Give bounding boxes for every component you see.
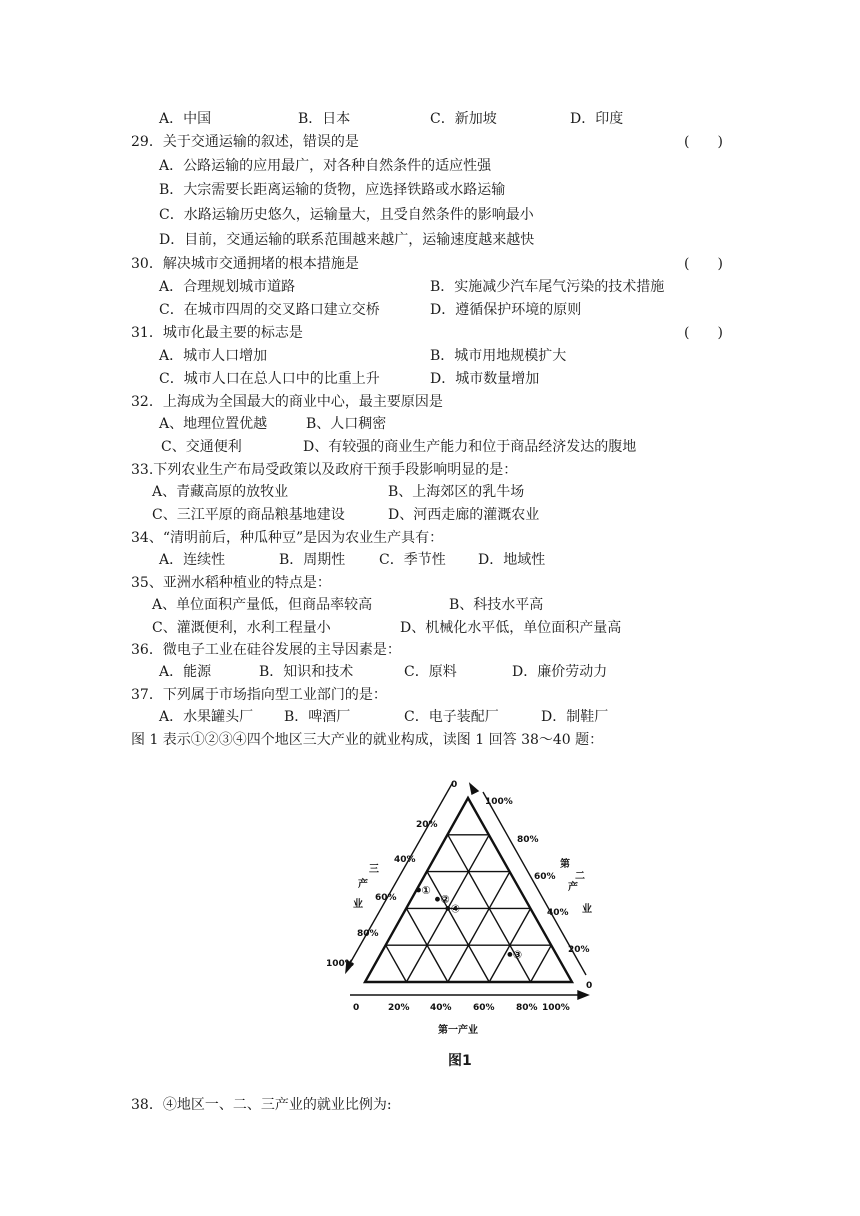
q30-stem: 30．解决城市交通拥堵的根本措施是 xyxy=(131,256,359,272)
q33-stem: 33.下列农业生产布局受政策以及政府干预手段影响明显的是： xyxy=(131,462,518,478)
ternary-points xyxy=(416,884,522,961)
q37-option-b: B．啤酒厂 xyxy=(284,709,351,725)
q35-option-c: C、灌溉便利，水利工程量小 xyxy=(152,620,331,636)
q36-option-c: C．原料 xyxy=(404,664,457,680)
q32-option-d: D、有较强的商业生产能力和位于商品经济发达的腹地 xyxy=(303,439,637,455)
q30-option-a: A．合理规划城市道路 xyxy=(159,279,296,295)
bottom-tick-80: 80% xyxy=(516,1003,538,1013)
q37-stem: 37．下列属于市场指向型工业部门的是： xyxy=(131,687,387,703)
left-tick-0: 0 xyxy=(451,780,458,790)
axis-bottom-label: 第一产业 xyxy=(438,1025,478,1036)
axis-left-label-2: 业 xyxy=(353,899,363,910)
q35-option-d: D、机械化水平低，单位面积产量高 xyxy=(400,620,622,636)
q37-option-d: D．制鞋厂 xyxy=(541,709,609,725)
q31-option-b: B．城市用地规模扩大 xyxy=(430,348,567,364)
q35-option-b: B、科技水平高 xyxy=(449,597,544,613)
ternary-outline xyxy=(365,798,572,982)
bottom-tick-100: 100% xyxy=(542,1003,570,1013)
right-tick-60: 60% xyxy=(534,872,556,882)
q34-option-b: B．周期性 xyxy=(279,552,346,568)
ternary-axis-arrows xyxy=(346,782,588,999)
bottom-tick-20: 20% xyxy=(388,1003,410,1013)
axis-right-label-2: 产 xyxy=(568,882,578,893)
q34-stem: 34、“清明前后，种瓜种豆”是因为农业生产具有： xyxy=(131,530,444,546)
q36-stem: 36．微电子工业在硅谷发展的主导因素是： xyxy=(131,642,401,658)
q33-option-d: D、河西走廊的灌溉农业 xyxy=(388,507,540,523)
q28-option-c: C．新加坡 xyxy=(430,111,497,127)
q28-option-d: D．印度 xyxy=(570,111,624,127)
q28-option-a: A．中国 xyxy=(159,111,212,127)
axis-right-label-3: 业 xyxy=(582,904,592,915)
q37-option-a: A．水果罐头厂 xyxy=(159,709,254,725)
ternary-diagram xyxy=(320,770,610,1036)
bottom-tick-40: 40% xyxy=(430,1003,452,1013)
q28-option-b: B．日本 xyxy=(298,111,351,127)
axis-left-label-1: 产 xyxy=(358,879,368,890)
ternary-point-label-1: ① xyxy=(421,884,431,897)
q36-option-a: A．能源 xyxy=(159,664,212,680)
q32-stem: 32．上海成为全国最大的商业中心，最主要原因是 xyxy=(131,394,443,410)
q34-option-c: C．季节性 xyxy=(379,552,446,568)
left-tick-80: 80% xyxy=(357,929,379,939)
q32-option-c: C、交通便利 xyxy=(161,439,242,455)
q31-stem: 31．城市化最主要的标志是 xyxy=(131,325,303,341)
q31-option-a: A．城市人口增加 xyxy=(159,348,268,364)
q31-option-d: D．城市数量增加 xyxy=(430,371,540,387)
bottom-tick-60: 60% xyxy=(473,1003,495,1013)
q29-stem: 29．关于交通运输的叙述，错误的是 xyxy=(131,134,359,150)
q29-answer-paren: ( ) xyxy=(684,134,723,150)
q33-option-c: C、三江平原的商品粮基地建设 xyxy=(152,507,345,523)
q36-option-b: B．知识和技术 xyxy=(259,664,354,680)
q35-stem: 35、亚洲水稻种植业的特点是： xyxy=(131,575,331,591)
ternary-point-label-4: ④ xyxy=(450,902,461,916)
q37-option-c: C．电子装配厂 xyxy=(404,709,499,725)
q29-option-b: B．大宗需要长距离运输的货物，应选择铁路或水路运输 xyxy=(159,182,506,198)
left-tick-60: 60% xyxy=(375,893,397,903)
q31-answer-paren: ( ) xyxy=(684,325,723,341)
q30-option-d: D．遵循保护环境的原则 xyxy=(430,302,582,318)
left-tick-40: 40% xyxy=(394,855,416,865)
right-tick-80: 80% xyxy=(517,835,539,845)
figure-caption: 图1 xyxy=(448,1053,472,1069)
q34-option-d: D．地域性 xyxy=(478,552,546,568)
right-tick-40: 40% xyxy=(547,908,569,918)
left-tick-100: 100% xyxy=(326,959,354,969)
ternary-point-3 xyxy=(508,952,513,957)
axis-right-label-1: 二 xyxy=(575,871,585,882)
ternary-point-label-3: ③ xyxy=(512,948,523,962)
q30-answer-paren: ( ) xyxy=(684,256,723,272)
ternary-point-label-2: ② xyxy=(440,893,450,907)
left-tick-20: 20% xyxy=(416,820,438,830)
q36-option-d: D．廉价劳动力 xyxy=(512,664,608,680)
ternary-point-1 xyxy=(416,888,421,893)
ternary-point-2 xyxy=(435,897,440,902)
q34-option-a: A．连续性 xyxy=(159,552,226,568)
q33-option-a: A、青藏高原的放牧业 xyxy=(152,484,289,500)
q35-option-a: A、单位面积产量低，但商品率较高 xyxy=(152,597,373,613)
q32-option-b: B、人口稠密 xyxy=(306,416,387,432)
axis-left-label-0: 三 xyxy=(369,864,379,875)
q29-option-a: A．公路运输的应用最广，对各种自然条件的适应性强 xyxy=(159,158,492,174)
ternary-point-4 xyxy=(445,906,450,911)
q30-option-b: B．实施减少汽车尾气污染的技术措施 xyxy=(430,279,665,295)
right-tick-20: 20% xyxy=(568,945,590,955)
axis-right-label-0: 第 xyxy=(560,859,570,870)
figure-intro: 图 1 表示①②③④四个地区三大产业的就业构成，读图 1 回答 38～40 题： xyxy=(131,732,604,748)
bottom-tick-0: 0 xyxy=(353,1003,360,1013)
q33-option-b: B、上海郊区的乳牛场 xyxy=(388,484,525,500)
q31-option-c: C．城市人口在总人口中的比重上升 xyxy=(159,371,380,387)
right-tick-0: 0 xyxy=(586,981,593,991)
q30-option-c: C．在城市四周的交叉路口建立交桥 xyxy=(159,302,380,318)
q29-option-d: D．目前，交通运输的联系范围越来越广，运输速度越来越快 xyxy=(159,232,535,248)
q29-option-c: C．水路运输历史悠久，运输量大，且受自然条件的影响最小 xyxy=(159,207,534,223)
q32-option-a: A、地理位置优越 xyxy=(159,416,268,432)
q38-stem: 38．④地区一、二、三产业的就业比例为: xyxy=(131,1097,392,1113)
right-tick-100: 100% xyxy=(485,797,513,807)
